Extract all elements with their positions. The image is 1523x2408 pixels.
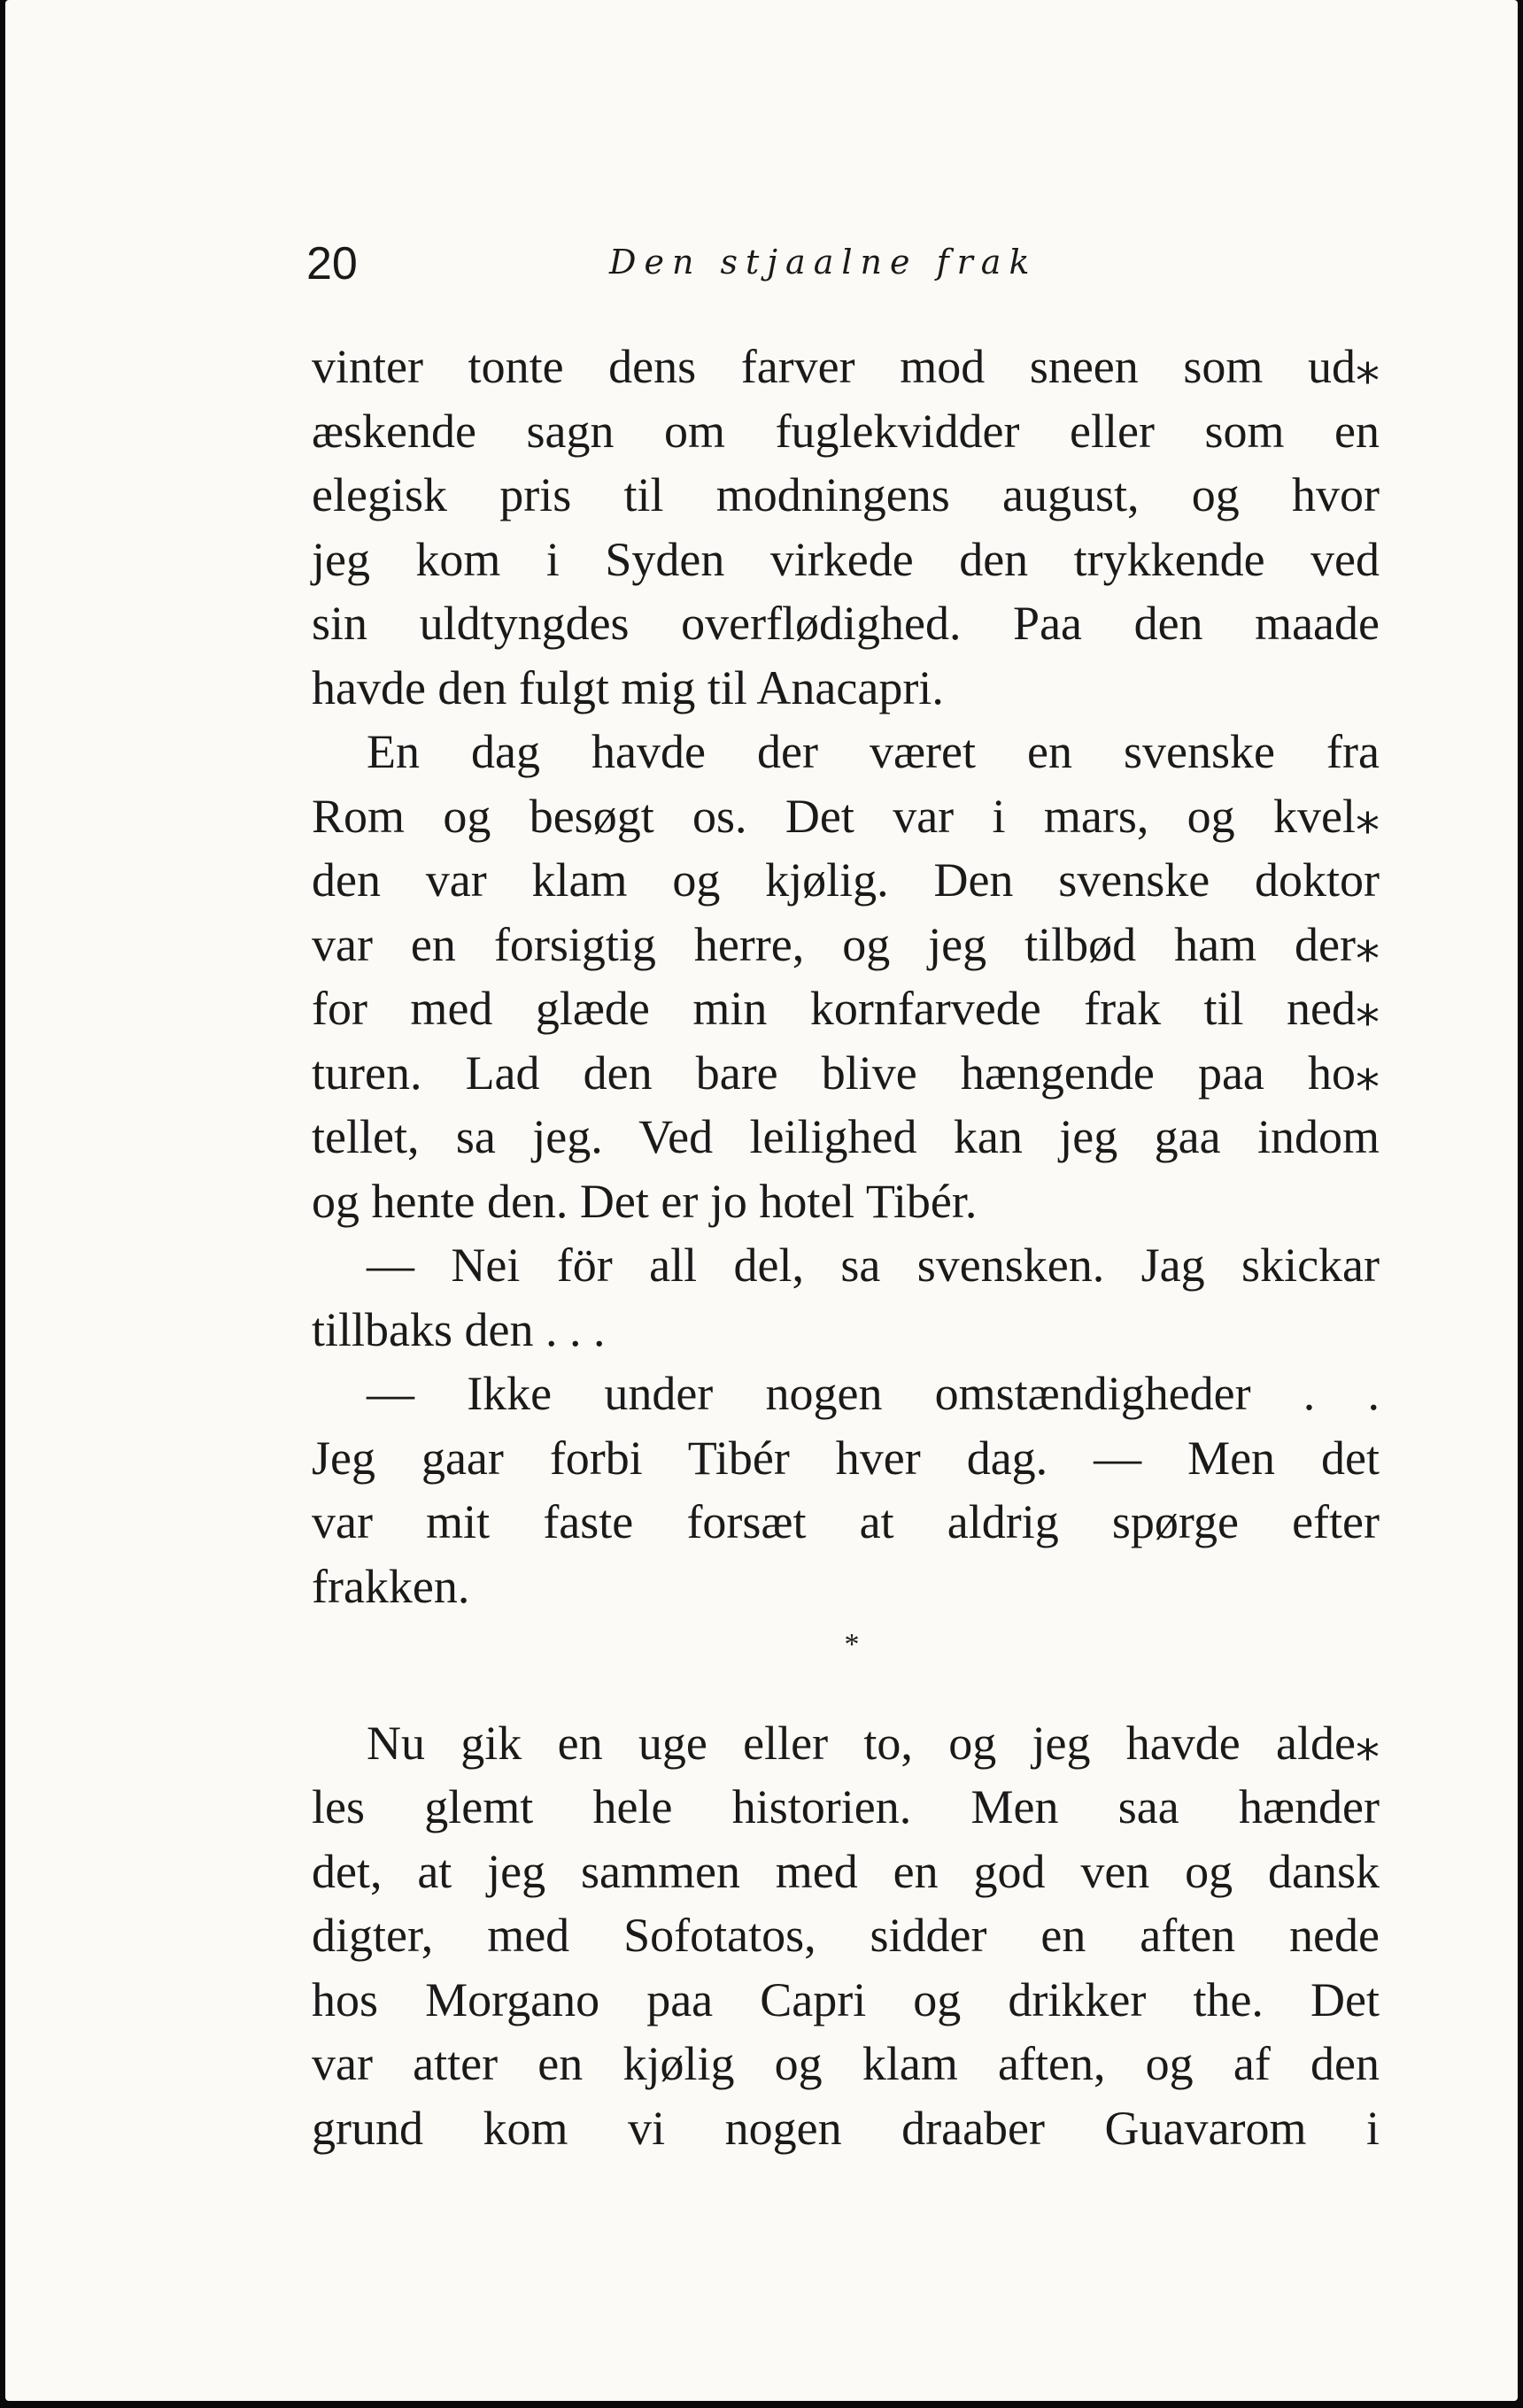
text-line: sin uldtyngdes overflødighed. Paa den maade bbox=[312, 597, 1380, 650]
text-line: digter, med Sofotatos, sidder en aften nede bbox=[312, 1909, 1380, 1962]
text-line: — Ikke under nogen omstændigheder . . bbox=[367, 1367, 1380, 1420]
running-head: Den stjaalne frak bbox=[609, 243, 1038, 282]
text-line: turen. Lad den bare blive hængende paa ho⁎ bbox=[312, 1046, 1380, 1100]
section-gap bbox=[312, 1683, 1380, 1711]
text-line: frakken. bbox=[312, 1559, 470, 1613]
text-line: havde den fulgt mig til Anacapri. bbox=[312, 660, 944, 714]
text-line: Rom og besøgt os. Det var i mars, og kvel⁎ bbox=[312, 789, 1380, 843]
text-line: hos Morgano paa Capri og drikker the. Det bbox=[312, 1972, 1380, 2026]
book-page bbox=[5, 0, 1518, 2401]
text-line: for med glæde min kornfarvede frak til ned⁎ bbox=[312, 982, 1380, 1035]
text-line: det, at jeg sammen med en god ven og dansk bbox=[312, 1844, 1380, 1898]
text-line: jeg kom i Syden virkede den trykkende ved bbox=[312, 532, 1380, 586]
text-line: tillbaks den . . . bbox=[312, 1302, 606, 1356]
body-text bbox=[312, 335, 1380, 2160]
text-line: elegisk pris til modningens august, og hvor bbox=[312, 468, 1380, 521]
page-header bbox=[306, 237, 1457, 299]
text-line: — Nei för all del, sa svensken. Jag skickar bbox=[367, 1239, 1380, 1292]
text-line: Nu gik en uge eller to, og jeg havde alde⁎ bbox=[367, 1716, 1380, 1770]
page-number: 20 bbox=[306, 238, 358, 289]
text-line: Jeg gaar forbi Tibér hver dag. — Men det bbox=[312, 1431, 1380, 1485]
text-line: var en forsigtig herre, og jeg tilbød ham der⁎ bbox=[312, 917, 1380, 971]
text-line: vinter tonte dens farver mod sneen som ud⁎ bbox=[312, 340, 1380, 393]
text-line: grund kom vi nogen draaber Guavarom i bbox=[312, 2101, 1380, 2155]
text-line: tellet, sa jeg. Ved leilighed kan jeg gaa indom bbox=[312, 1110, 1380, 1163]
section-separator: * bbox=[844, 1628, 860, 1661]
text-line: les glemt hele historien. Men saa hænder bbox=[312, 1780, 1380, 1833]
text-line: var atter en kjølig og klam aften, og af den bbox=[312, 2037, 1380, 2090]
text-line: den var klam og kjølig. Den svenske doktor bbox=[312, 853, 1380, 907]
text-line: æskende sagn om fuglekvidder eller som en bbox=[312, 404, 1380, 458]
text-line: En dag havde der været en svenske fra bbox=[367, 725, 1380, 778]
text-line: og hente den. Det er jo hotel Tibér. bbox=[312, 1174, 978, 1228]
text-line: var mit faste forsæt at aldrig spørge efter bbox=[312, 1495, 1380, 1548]
